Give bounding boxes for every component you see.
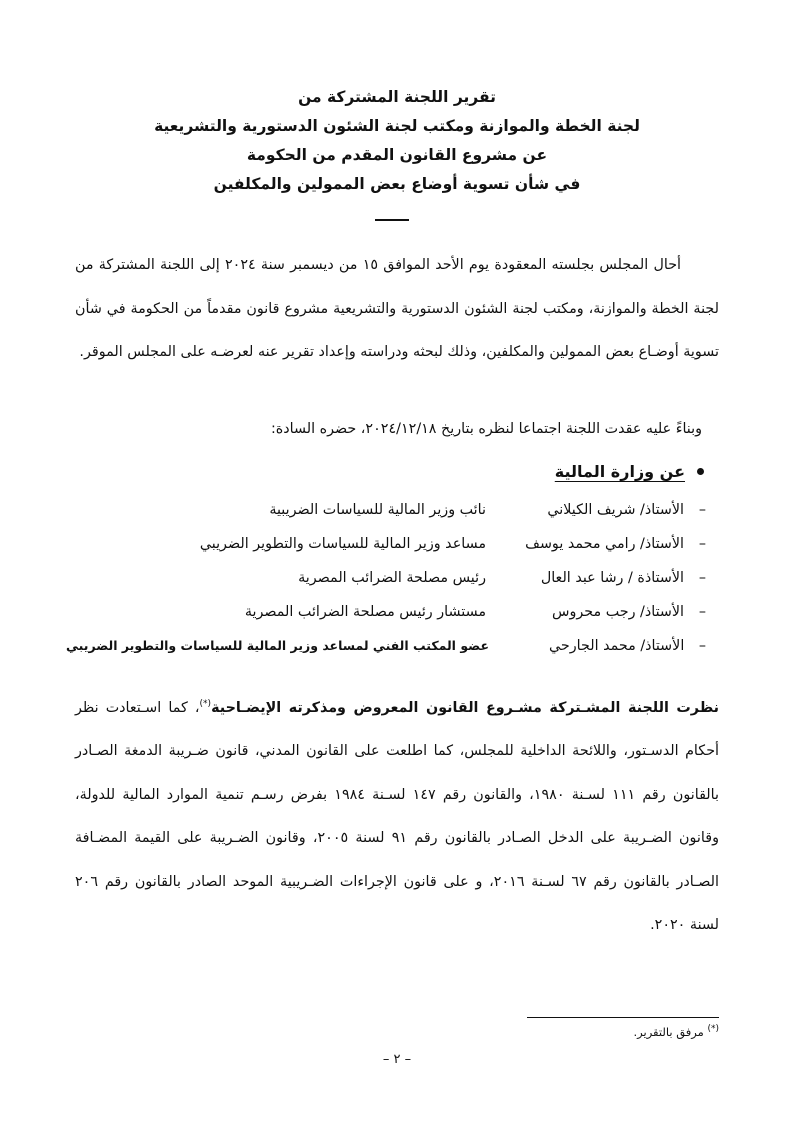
- attendee-role: مستشار رئيس مصلحة الضرائب المصرية: [244, 604, 486, 620]
- report-title: [150, 83, 644, 199]
- intro-paragraph: أحال المجلس بجلسته المعقودة يوم الأحد الموافق ١٥ من ديسمبر سنة ٢٠٢٤ إلى اللجنة المشتركة من لجنة الخطة والموازنة، ومكتب لجنة الشئون الدستورية والتشريعية مشروع قانون مقدماً من الحكومة في شأن تسوية أوضـاع بعض الممولين والمكلفين، وذلك لبحثه ودراسته وإعداد تقرير عنه لعرضـه على المجلس الموقر.: [75, 257, 719, 360]
- attendee-row: [66, 536, 706, 570]
- attendee-row: [66, 638, 706, 672]
- ministry-section-heading: [555, 462, 704, 481]
- meeting-paragraph: وبناءً عليه عقدت اللجنة اجتماعا لنظره بتاريخ ٢٠٢٤/١٢/١٨، حضره السادة:: [270, 421, 702, 437]
- title-line-4: في شأن تسوية أوضاع بعض الممولين والمكلفين: [213, 175, 581, 193]
- attendee-name: الأستاذ/ محمد الجارحي: [549, 638, 685, 654]
- review-paragraph-lead: نظرت اللجنة المشـتركة مشـروع القانون المعروض ومذكرته الإيضـاحية: [211, 699, 719, 716]
- attendee-role: نائب وزير المالية للسياسات الضريبية: [269, 502, 486, 518]
- dash-icon: –: [698, 604, 706, 620]
- attendee-name: الأستاذ/ رجب محروس: [552, 604, 684, 620]
- title-line-1: تقرير اللجنة المشتركة من: [298, 88, 496, 106]
- title-divider: [375, 219, 409, 221]
- attendee-role: مساعد وزير المالية للسياسات والتطوير الضريبي: [199, 536, 486, 552]
- footnote-text: مرفق بالتقرير.: [633, 1024, 704, 1039]
- review-paragraph: [75, 683, 719, 948]
- review-paragraph-body: ، كما اسـتعادت نظر أحكام الدسـتور، واللائحة الداخلية للمجلس، كما اطلعت على القانون المدني، قانون ضـريبة الدمغة الصـادر بالقانون رقم ١١١ لسـنة ١٩٨٠، والقانون رقم ١٤٧ لسـنة ١٩٨٤ بفرض رسـم تنمية الموارد المالية للدولة، وقانون الضـريبة على الدخل الصـادر بالقانون رقم ٩١ لسنة ٢٠٠٥، وقانون الضـريبة على القيمة المضـافة الصـادر بالقانون رقم ٦٧ لسـنة ٢٠١٦، و على قانون الإجراءات الضـريبية الموحد الصادر بالقانون رقم ٢٠٦ لسنة ٢٠٢٠.: [75, 699, 720, 934]
- attendee-role: رئيس مصلحة الضرائب المصرية: [298, 570, 486, 586]
- page-number: – ٢ –: [382, 1052, 412, 1067]
- dash-icon: –: [698, 570, 706, 586]
- footnote-marker: (*): [707, 1024, 719, 1034]
- dash-icon: –: [698, 502, 706, 518]
- bullet-icon: [697, 468, 704, 475]
- attendee-row: [66, 570, 706, 604]
- footnote-divider: [527, 1017, 719, 1018]
- footnote: [634, 1024, 719, 1039]
- attendee-row: [66, 502, 706, 536]
- title-line-2: لجنة الخطة والموازنة ومكتب لجنة الشئون الدستورية والتشريعية: [154, 117, 640, 135]
- dash-icon: –: [698, 638, 706, 654]
- section-label: عن وزارة المالية: [554, 462, 685, 481]
- attendee-name: الأستاذ/ شريف الكيلاني: [547, 502, 684, 518]
- footnote-reference[interactable]: (*): [199, 699, 212, 709]
- attendees-list: [66, 502, 706, 672]
- attendee-name: الأستاذة / رشا عبد العال: [540, 570, 684, 586]
- attendee-row: [66, 604, 706, 638]
- attendee-name: الأستاذ/ رامي محمد يوسف: [525, 536, 684, 552]
- attendee-role: عضو المكتب الفني لمساعد وزير المالية للسياسات والتطوير الضريبي: [66, 638, 490, 653]
- title-line-3: عن مشروع القانون المقدم من الحكومة: [246, 146, 548, 164]
- dash-icon: –: [698, 536, 706, 552]
